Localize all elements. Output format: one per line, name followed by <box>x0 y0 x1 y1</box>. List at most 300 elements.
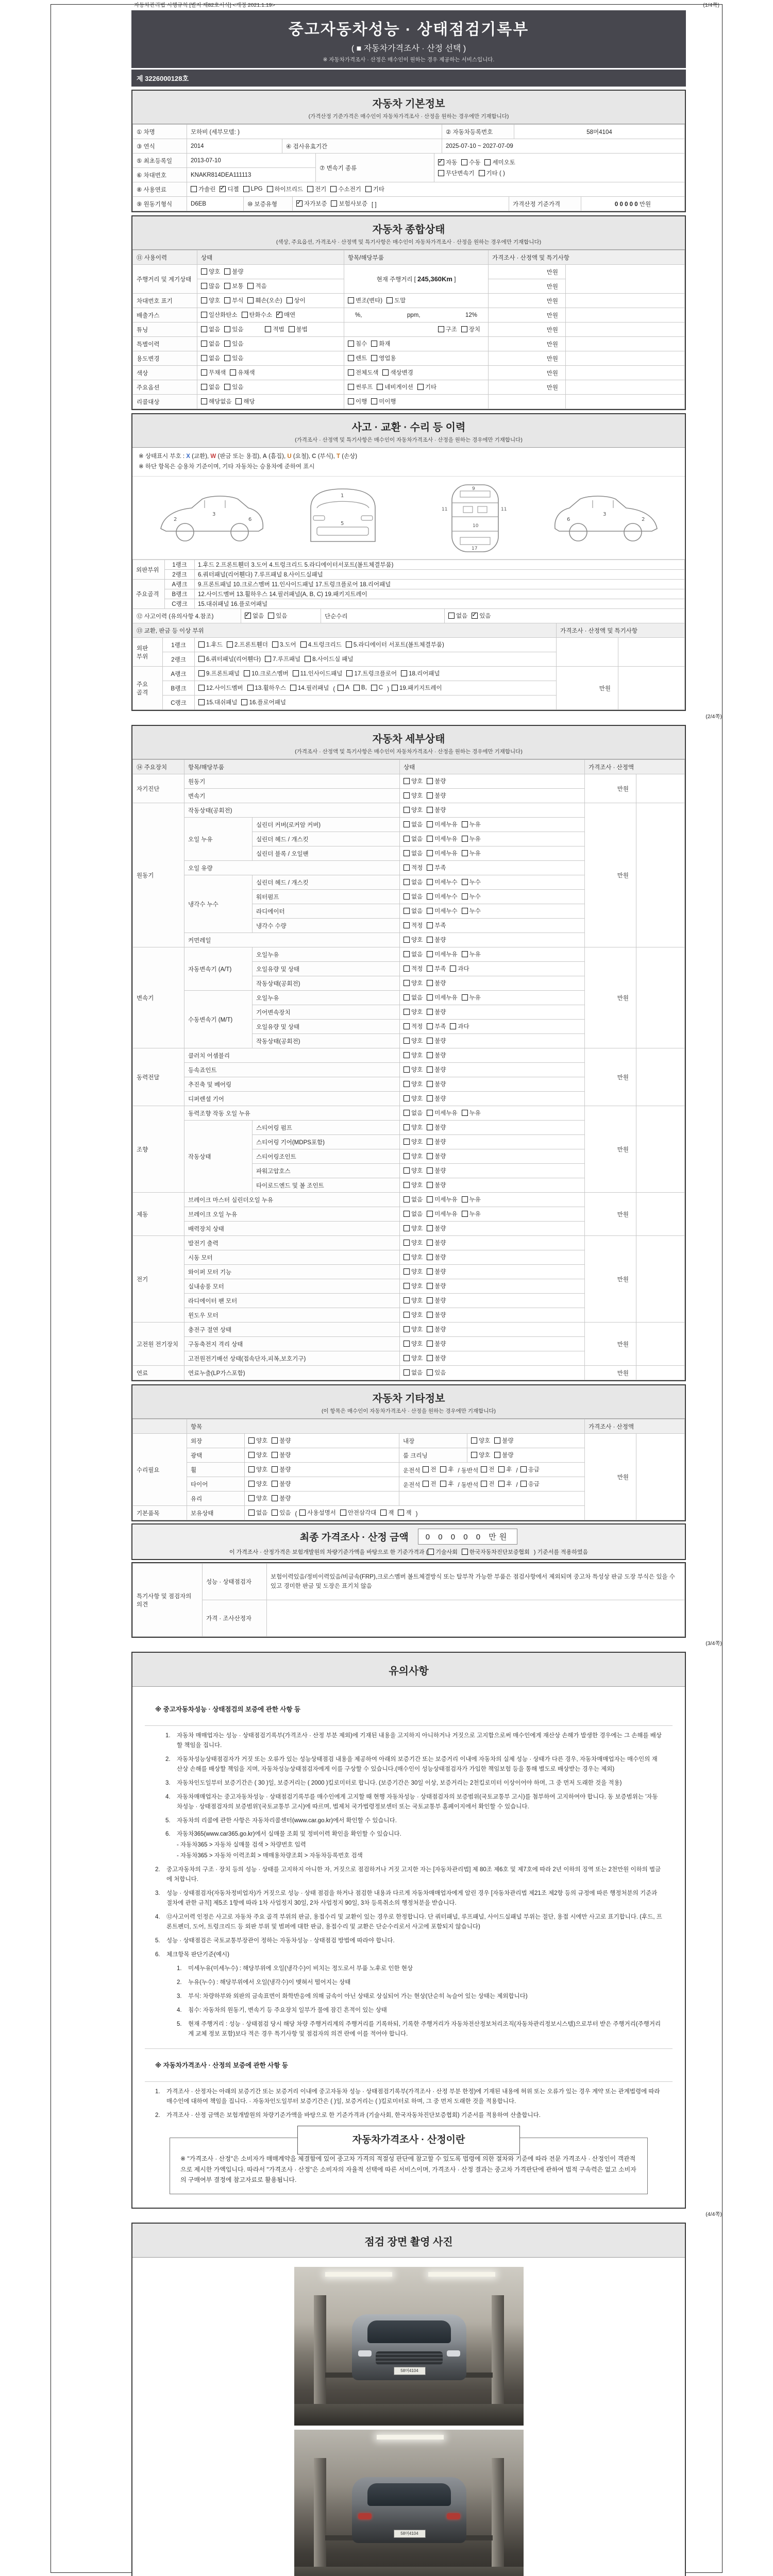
checkbox-option[interactable] <box>404 1311 423 1319</box>
checkbox-option[interactable] <box>248 1509 267 1517</box>
checkbox-option[interactable] <box>404 1080 423 1088</box>
checkbox-option[interactable] <box>247 282 266 290</box>
checkbox-option[interactable] <box>427 820 457 828</box>
field-value: 6.쿼터패널(리어휀다) 7.루프패널 8.사이드실패널 <box>195 570 685 580</box>
unchecked-checkbox-icon <box>438 170 444 176</box>
checkbox-option[interactable] <box>404 921 423 929</box>
checkbox-option[interactable] <box>392 684 442 692</box>
checkbox-option[interactable] <box>398 1509 411 1517</box>
field-label: ⑥ 차대번호 <box>133 168 187 182</box>
checkbox-option[interactable] <box>198 655 261 663</box>
checkbox-option[interactable] <box>427 1138 446 1146</box>
checkbox-option[interactable] <box>307 185 326 193</box>
checkbox-option[interactable] <box>299 1509 336 1517</box>
checkbox-option[interactable] <box>272 1494 291 1502</box>
checkbox-option[interactable] <box>427 1311 446 1319</box>
field-value <box>400 890 585 904</box>
checkbox-option[interactable] <box>450 964 469 973</box>
checkbox-option[interactable] <box>404 1354 423 1362</box>
checkbox-option[interactable] <box>201 383 220 391</box>
checkbox-option[interactable] <box>404 1152 423 1160</box>
unchecked-checkbox-icon <box>404 1240 410 1246</box>
field-value <box>566 380 685 395</box>
checkbox-option[interactable] <box>440 1465 453 1473</box>
checkbox-option[interactable] <box>371 397 396 405</box>
checkbox-label: 12.사이드멤버 <box>206 685 243 692</box>
checkbox-option[interactable] <box>427 791 446 800</box>
checkbox-option[interactable] <box>427 1195 457 1204</box>
checkbox-option[interactable] <box>331 199 367 208</box>
checkbox-option[interactable] <box>371 354 396 362</box>
checkbox-option[interactable] <box>498 1480 512 1488</box>
form-reference: 자동차관리법 시행규칙 [별지 제82호서식] <개정 2021.1.19> <box>134 2 275 8</box>
checkbox-option[interactable] <box>427 1109 457 1117</box>
section-note: (가격조사 · 산정액 및 특기사항은 매수인이 자동차가격조사 · 산정을 원하는 경우에만 기재합니다) <box>295 437 523 443</box>
checkbox-option[interactable] <box>404 878 423 886</box>
checkbox-option[interactable] <box>427 1152 446 1160</box>
checkbox-option[interactable] <box>404 1340 423 1348</box>
checkbox-label: 없음 <box>209 384 221 391</box>
checkbox-option[interactable] <box>404 1109 423 1117</box>
checkbox-option[interactable] <box>404 1181 423 1189</box>
field-value <box>400 1149 585 1164</box>
checkbox-option[interactable] <box>427 1368 446 1377</box>
checkbox-option[interactable] <box>242 311 272 319</box>
checkbox-option[interactable] <box>346 640 444 649</box>
checkbox-option[interactable] <box>247 684 286 692</box>
checkbox-option[interactable] <box>440 1480 453 1488</box>
field-value: 만원 <box>585 1048 636 1106</box>
checkbox-option[interactable] <box>272 1436 291 1445</box>
checkbox-option[interactable] <box>404 1094 423 1103</box>
checkbox-option[interactable] <box>201 311 238 319</box>
checkbox-option[interactable] <box>404 1008 423 1016</box>
checkbox-option[interactable] <box>427 1181 446 1189</box>
unchecked-checkbox-icon <box>427 908 433 914</box>
unchecked-checkbox-icon <box>201 384 207 390</box>
checkbox-option[interactable] <box>305 655 353 663</box>
unchecked-checkbox-icon <box>423 1466 429 1472</box>
unchecked-checkbox-icon <box>404 1095 410 1101</box>
checkbox-label: 해당없음 <box>209 399 232 405</box>
unchecked-checkbox-icon <box>224 384 230 390</box>
checkbox-option[interactable] <box>427 1022 446 1030</box>
checkbox-option[interactable] <box>248 1494 267 1502</box>
checkbox-option[interactable] <box>462 892 481 901</box>
checkbox-option[interactable] <box>427 1282 446 1290</box>
price-info-box <box>170 2134 648 2194</box>
checkbox-option[interactable] <box>427 936 446 944</box>
checkbox-option[interactable] <box>348 296 382 304</box>
checkbox-option[interactable] <box>371 685 383 691</box>
checkbox-option[interactable] <box>404 820 423 828</box>
checkbox-option[interactable] <box>248 1480 267 1488</box>
field-value: ✓ 자가보증 보험사보증 [ ] <box>293 197 509 211</box>
checkbox-option[interactable] <box>404 1037 423 1045</box>
checkbox-option[interactable] <box>471 1436 490 1445</box>
checkbox-option[interactable] <box>404 1282 423 1290</box>
field-value: C랭크 <box>165 599 195 609</box>
unchecked-checkbox-icon <box>427 1009 433 1015</box>
checkbox-option[interactable] <box>427 1354 446 1362</box>
checkbox-option[interactable] <box>427 1051 446 1059</box>
checkbox-option[interactable] <box>427 1325 446 1333</box>
checkbox-option[interactable] <box>224 267 243 276</box>
checkbox-option[interactable] <box>287 296 306 304</box>
checkbox-option[interactable] <box>427 1166 446 1175</box>
checkbox-option[interactable] <box>198 669 240 677</box>
notice-number: 1. <box>155 2088 160 2095</box>
checkbox-option[interactable] <box>427 979 446 987</box>
checkbox-option[interactable] <box>272 1480 291 1488</box>
checkbox-option[interactable] <box>227 640 268 649</box>
notice-number: 4. <box>155 1914 160 1921</box>
checkbox-label: 불량 <box>434 1327 446 1333</box>
checkbox-option[interactable] <box>427 950 457 958</box>
unchecked-checkbox-icon <box>427 1268 433 1275</box>
checkbox-option[interactable] <box>427 849 457 857</box>
checkbox-option[interactable] <box>479 169 505 177</box>
checkbox-option[interactable] <box>220 185 239 193</box>
checkbox-option[interactable] <box>230 368 255 377</box>
checkbox-option[interactable] <box>404 1239 423 1247</box>
checkbox-option[interactable] <box>438 158 457 166</box>
checkbox-option[interactable] <box>404 863 423 872</box>
checkbox-option[interactable] <box>371 340 390 348</box>
page-marker-3: (3/4쪽) <box>705 1640 722 1647</box>
unchecked-checkbox-icon <box>404 1153 410 1159</box>
checkbox-option[interactable] <box>427 907 457 915</box>
field-value: 보험이력있음/정비이력있음/비금속(FRP),크로스멤버 볼트체결방식 또는 탈부착 가능한 부품은 점검사항에서 제외되며 중고차 특성상 판금 도장 부식은 있을 수 있고 경미한 판금 및 도장은 표기치 않음 <box>267 1564 685 1600</box>
checkbox-option[interactable] <box>472 612 491 620</box>
checkbox-option[interactable] <box>438 169 475 177</box>
checkbox-option[interactable] <box>494 1451 513 1459</box>
checkbox-option[interactable] <box>427 1253 446 1261</box>
checkbox-option[interactable] <box>272 1509 291 1517</box>
checkbox-option[interactable] <box>198 698 237 706</box>
checkbox-option[interactable] <box>404 791 423 800</box>
checkbox-option[interactable] <box>427 878 457 886</box>
unchecked-checkbox-icon <box>191 186 197 192</box>
checkbox-option[interactable] <box>404 1166 423 1175</box>
part-rank-legend <box>132 560 685 609</box>
unchecked-checkbox-icon <box>380 1510 386 1516</box>
checkbox-option[interactable] <box>224 383 243 391</box>
notice-number: 2. <box>155 2112 160 2119</box>
field-label: ⑫ 사고이력 (유의사항 4.참조) <box>133 609 241 623</box>
checkbox-option[interactable] <box>272 640 296 649</box>
checkbox-option[interactable] <box>386 296 406 304</box>
checkbox-option[interactable] <box>427 1065 446 1074</box>
unchecked-checkbox-icon <box>462 893 468 900</box>
checkbox-option[interactable] <box>404 1325 423 1333</box>
checkbox-option[interactable] <box>267 185 304 193</box>
field-value <box>400 818 585 832</box>
checkbox-label: 누유 <box>469 822 481 828</box>
checkbox-option[interactable] <box>348 368 378 377</box>
checkbox-option[interactable] <box>243 186 263 192</box>
checkbox-option[interactable] <box>427 777 446 785</box>
field-value: 1랭크 <box>163 638 195 652</box>
checkbox-option[interactable] <box>462 878 481 886</box>
checkbox-option[interactable] <box>404 835 423 843</box>
checkbox-option[interactable] <box>404 892 423 901</box>
field-value: 현재 주행거리 [ 245,360Km ] <box>344 265 489 294</box>
checkbox-option[interactable] <box>348 383 373 391</box>
unchecked-checkbox-icon <box>427 1182 433 1188</box>
checkbox-option[interactable] <box>404 1267 423 1276</box>
checkbox-option[interactable] <box>494 1436 513 1445</box>
checkbox-option[interactable] <box>427 1296 446 1304</box>
checkbox-option[interactable] <box>377 383 413 391</box>
checkbox-option[interactable] <box>201 267 220 276</box>
checkbox-option[interactable] <box>498 1465 512 1473</box>
checkbox-option[interactable] <box>427 993 457 1002</box>
checkbox-option[interactable] <box>404 1296 423 1304</box>
unchecked-checkbox-icon <box>427 778 433 784</box>
checkbox-label: 한국자동차진단보증협회 <box>469 1549 530 1556</box>
checkbox-option[interactable] <box>450 1022 469 1030</box>
checkbox-option[interactable] <box>427 964 446 973</box>
checkbox-label: 후 <box>506 1466 512 1473</box>
field-value <box>400 1063 585 1077</box>
checked-checkbox-icon <box>472 613 478 619</box>
checkbox-option[interactable] <box>427 835 457 843</box>
checkbox-option[interactable] <box>462 993 481 1002</box>
checkbox-option[interactable] <box>520 1480 540 1488</box>
field-value <box>245 1448 399 1463</box>
checkbox-option[interactable] <box>236 397 255 405</box>
checkbox-option[interactable] <box>272 1465 291 1473</box>
checkbox-option[interactable] <box>404 993 423 1002</box>
checkbox-label: 양호 <box>411 1269 423 1276</box>
checkbox-option[interactable] <box>461 325 480 333</box>
option-text: / 동반석 <box>458 1467 479 1474</box>
unchecked-checkbox-icon <box>404 821 410 827</box>
checkbox-option[interactable] <box>428 1548 458 1556</box>
checkbox-label: 양호 <box>411 980 423 987</box>
checkbox-option[interactable] <box>265 655 300 663</box>
checkbox-option[interactable] <box>201 325 220 333</box>
page-marker-2: (2/4쪽) <box>705 714 722 720</box>
unchecked-checkbox-icon <box>224 341 230 347</box>
checkbox-option[interactable] <box>404 1195 423 1204</box>
unchecked-checkbox-icon <box>462 951 468 957</box>
checkbox-option[interactable] <box>423 1465 436 1473</box>
checkbox-option[interactable] <box>461 158 480 166</box>
checkbox-option[interactable] <box>340 1509 377 1517</box>
checkbox-option[interactable] <box>201 397 231 405</box>
checkbox-option[interactable] <box>198 640 223 649</box>
checkbox-option[interactable] <box>247 296 282 304</box>
car-diagrams <box>132 477 685 560</box>
field-label: ⑩ 보증유형 <box>244 197 293 211</box>
checkbox-option[interactable] <box>245 612 264 620</box>
checkbox-option[interactable] <box>296 199 327 208</box>
checkbox-option[interactable] <box>300 640 342 649</box>
checkbox-option[interactable] <box>265 325 284 333</box>
checkbox-option[interactable] <box>404 1138 423 1146</box>
checkbox-option[interactable] <box>248 1436 267 1445</box>
checkbox-option[interactable] <box>481 1480 494 1488</box>
unchecked-checkbox-icon <box>427 1066 433 1073</box>
checkbox-option[interactable] <box>427 1267 446 1276</box>
field-value <box>399 1477 585 1492</box>
checkbox-label: 잭 <box>388 1510 394 1517</box>
checkbox-option[interactable] <box>404 1065 423 1074</box>
checkbox-option[interactable] <box>404 1368 423 1377</box>
checkbox-option[interactable] <box>462 835 481 843</box>
checkbox-option[interactable] <box>404 1051 423 1059</box>
unchecked-checkbox-icon <box>427 1139 433 1145</box>
checkbox-option[interactable] <box>348 340 367 348</box>
checkbox-option[interactable] <box>427 892 457 901</box>
field-value: 만원 <box>585 774 636 803</box>
checkbox-option[interactable] <box>427 1224 446 1232</box>
checkbox-option[interactable] <box>201 354 220 362</box>
checkbox-option[interactable] <box>462 1195 481 1204</box>
field-value <box>400 1351 585 1366</box>
checkbox-option[interactable] <box>427 863 446 872</box>
unchecked-checkbox-icon <box>307 186 313 192</box>
checkbox-option[interactable] <box>462 1548 530 1556</box>
checkbox-option[interactable] <box>201 368 226 377</box>
checkbox-option[interactable] <box>224 296 243 304</box>
checkbox-option[interactable] <box>272 1451 291 1459</box>
checkbox-option[interactable] <box>201 296 220 304</box>
checkbox-option[interactable] <box>404 950 423 958</box>
checkbox-option[interactable] <box>404 1123 423 1131</box>
checkbox-option[interactable] <box>448 612 467 620</box>
checkbox-option[interactable] <box>427 1094 446 1103</box>
checkbox-label: 적정 <box>411 923 423 929</box>
checkbox-option[interactable] <box>293 669 343 677</box>
checkbox-option[interactable] <box>191 185 215 193</box>
checkbox-option[interactable] <box>224 340 243 348</box>
checkbox-option[interactable] <box>346 669 397 677</box>
checkbox-option[interactable] <box>404 806 423 814</box>
checkbox-option[interactable] <box>423 1480 436 1488</box>
checkbox-option[interactable] <box>462 950 481 958</box>
checkbox-option[interactable] <box>404 1224 423 1232</box>
checkbox-option[interactable] <box>438 325 457 333</box>
checkbox-option[interactable] <box>404 907 423 915</box>
checkbox-label: 누유 <box>469 952 481 958</box>
checkbox-option[interactable] <box>520 1465 540 1473</box>
checkbox-option[interactable] <box>348 397 367 405</box>
checkbox-option[interactable] <box>427 1080 446 1088</box>
unchecked-checkbox-icon <box>265 656 271 662</box>
checkbox-option[interactable] <box>401 669 440 677</box>
checkbox-label: 양호 <box>411 793 423 800</box>
unchecked-checkbox-icon <box>427 821 433 827</box>
notice-text: 누유(누수) : 해당부위에서 오일(냉각수)이 맺혀서 떨어지는 상태 <box>188 1979 351 1986</box>
checkbox-option[interactable] <box>427 921 446 929</box>
checkbox-option[interactable] <box>248 1465 267 1473</box>
checkbox-option[interactable] <box>404 777 423 785</box>
checkbox-label: 양호 <box>479 1438 491 1445</box>
checkbox-option[interactable] <box>201 282 220 290</box>
checkbox-option[interactable] <box>427 1210 457 1218</box>
final-price-value: 0 0 0 0 0 만원 <box>418 1529 518 1545</box>
checkbox-option[interactable] <box>224 354 243 362</box>
checkbox-option[interactable] <box>382 368 413 377</box>
checkbox-option[interactable] <box>365 185 384 193</box>
checkbox-option[interactable] <box>462 1109 481 1117</box>
state-codes: ※ 상태표시 부호 : X (교환), W (판금 또는 용접), A (흠집), U (요철), C (부식), T (손상) <box>139 453 358 460</box>
notice-item <box>165 1731 662 1751</box>
checkbox-option[interactable] <box>290 684 329 692</box>
checkbox-option[interactable] <box>330 185 361 193</box>
field-value: 구동축전지 격리 상태 <box>184 1337 400 1351</box>
unchecked-checkbox-icon <box>427 865 433 871</box>
checkbox-option[interactable] <box>248 1451 267 1459</box>
checkbox-option[interactable] <box>404 1210 423 1218</box>
field-value: 만원 <box>489 337 566 351</box>
checkbox-option[interactable] <box>427 1123 446 1131</box>
notice-text: 미세누유(미세누수) : 해당부위에 오일(냉각수)이 비치는 정도로서 부품 노후로 인한 현상 <box>188 1965 413 1972</box>
checkbox-option[interactable] <box>404 1022 423 1030</box>
checkbox-option[interactable] <box>417 383 436 391</box>
checkbox-option[interactable] <box>427 1037 446 1045</box>
checkbox-option[interactable] <box>404 849 423 857</box>
checkbox-option[interactable] <box>201 340 220 348</box>
checkbox-option[interactable] <box>338 685 349 691</box>
checkbox-option[interactable] <box>268 612 287 620</box>
field-value: B랭크 <box>163 681 195 696</box>
column-header: ⑬ 교환, 판금 등 이상 부위 <box>133 623 557 638</box>
checkbox-option[interactable] <box>462 907 481 915</box>
checkbox-option[interactable] <box>462 1210 481 1218</box>
checkbox-option[interactable] <box>404 1253 423 1261</box>
checkbox-option[interactable] <box>462 820 481 828</box>
checkbox-option[interactable] <box>276 311 295 319</box>
checkbox-option[interactable] <box>404 979 423 987</box>
checkbox-label: 불량 <box>434 1298 446 1304</box>
checkbox-option[interactable] <box>427 806 446 814</box>
checkbox-option[interactable] <box>244 669 289 677</box>
svg-text:10: 10 <box>472 523 478 529</box>
checkbox-option[interactable] <box>404 936 423 944</box>
column-header: 가격조사 · 산정액 <box>585 1419 685 1434</box>
checkbox-option[interactable] <box>427 1239 446 1247</box>
field-label: 색상 <box>133 366 197 380</box>
checkbox-option[interactable] <box>404 964 423 973</box>
checkbox-option[interactable] <box>462 849 481 857</box>
checkbox-option[interactable] <box>471 1451 490 1459</box>
checkbox-option[interactable] <box>380 1509 394 1517</box>
checkbox-option[interactable] <box>427 1008 446 1016</box>
checkbox-option[interactable] <box>354 685 367 691</box>
checkbox-option[interactable] <box>224 282 243 290</box>
checkbox-label: 양호 <box>479 1452 491 1459</box>
checkbox-label: 11.인사이드패널 <box>300 671 343 677</box>
checkbox-option[interactable] <box>481 1465 494 1473</box>
checkbox-label: 적음 <box>255 283 267 290</box>
field-value <box>344 337 489 351</box>
checkbox-option[interactable] <box>484 158 515 166</box>
checkbox-label: 훼손(오손) <box>255 298 282 304</box>
checkbox-option[interactable] <box>289 325 308 333</box>
checkbox-option[interactable] <box>348 354 367 362</box>
field-value: 워터펌프 <box>253 890 400 904</box>
checkbox-option[interactable] <box>241 698 286 706</box>
checkbox-option[interactable] <box>224 325 243 333</box>
field-value: 연료누출(LP가스포함) <box>184 1366 400 1380</box>
checkbox-option[interactable] <box>427 1340 446 1348</box>
checkbox-option[interactable] <box>198 684 243 692</box>
checkbox-label: 누유 <box>469 1197 481 1204</box>
